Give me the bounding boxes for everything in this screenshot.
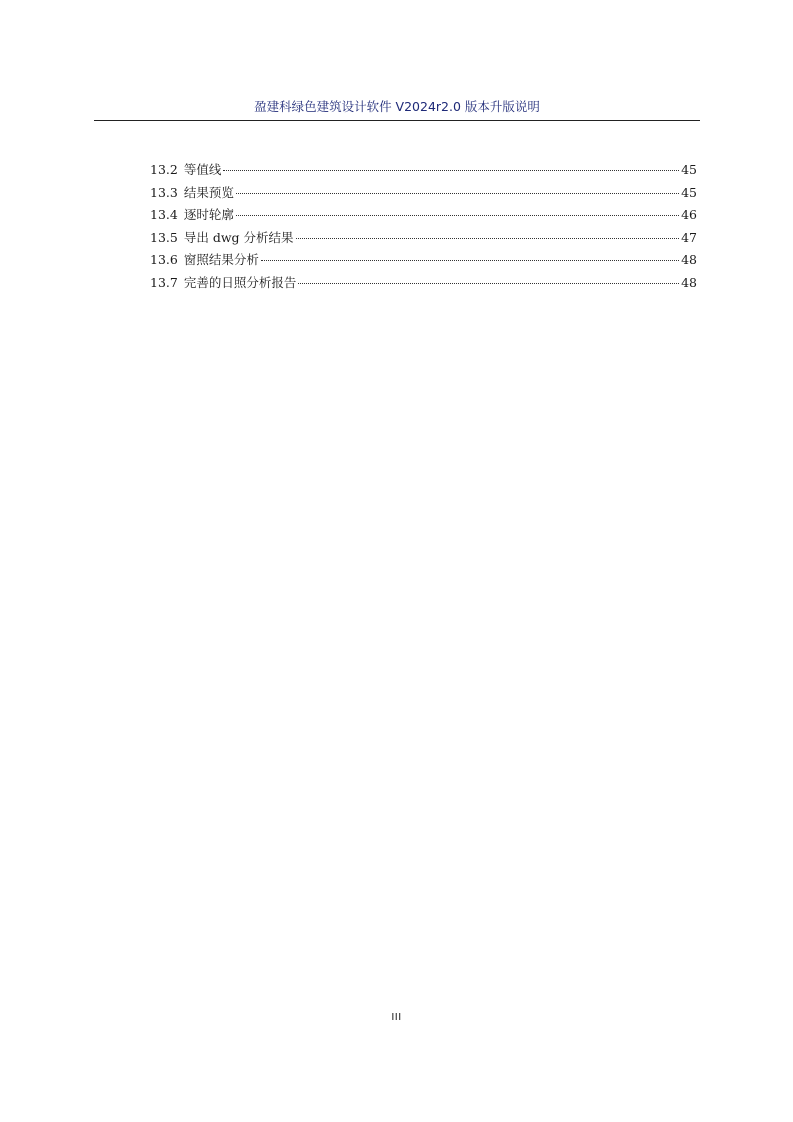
toc-dot-leader <box>236 215 679 216</box>
toc-dot-leader <box>223 170 679 171</box>
toc-entry[interactable] <box>150 206 697 229</box>
toc-entry-page: 48 <box>681 274 697 290</box>
toc-entry-title: 导出 dwg 分析结果 <box>183 229 294 245</box>
page-header <box>94 98 700 121</box>
toc-entry-number: 13.3 <box>150 184 178 200</box>
toc-entry-page: 46 <box>681 207 697 223</box>
toc-entry-number: 13.2 <box>150 162 178 177</box>
toc-dot-leader <box>296 238 680 239</box>
table-of-contents <box>150 161 697 297</box>
toc-entry[interactable] <box>150 229 697 252</box>
toc-entry-title: 结果预览 <box>183 184 234 200</box>
toc-entry-page: 48 <box>681 252 697 268</box>
toc-entry-title: 等值线 <box>183 162 222 177</box>
toc-entry-page: 45 <box>681 184 697 200</box>
toc-entry-number: 13.5 <box>150 229 178 245</box>
toc-dot-leader <box>236 193 679 194</box>
toc-entry[interactable] <box>150 274 697 297</box>
toc-entry-number: 13.6 <box>150 252 178 268</box>
toc-entry-number: 13.4 <box>150 207 178 223</box>
toc-entry-page: 45 <box>681 162 697 177</box>
toc-entry-title: 窗照结果分析 <box>183 252 259 268</box>
document-title: 盈建科绿色建筑设计软件 V2024r2.0 版本升版说明 <box>254 99 540 114</box>
toc-entry-title: 逐时轮廓 <box>183 207 234 223</box>
toc-dot-leader <box>261 260 679 261</box>
page-number: III <box>391 1012 402 1023</box>
toc-entry-title: 完善的日照分析报告 <box>183 274 297 290</box>
toc-entry[interactable] <box>150 161 697 184</box>
toc-dot-leader <box>298 283 679 284</box>
toc-entry-number: 13.7 <box>150 274 178 290</box>
toc-entry-page: 47 <box>681 229 697 245</box>
toc-entry[interactable] <box>150 184 697 207</box>
toc-entry[interactable] <box>150 251 697 274</box>
